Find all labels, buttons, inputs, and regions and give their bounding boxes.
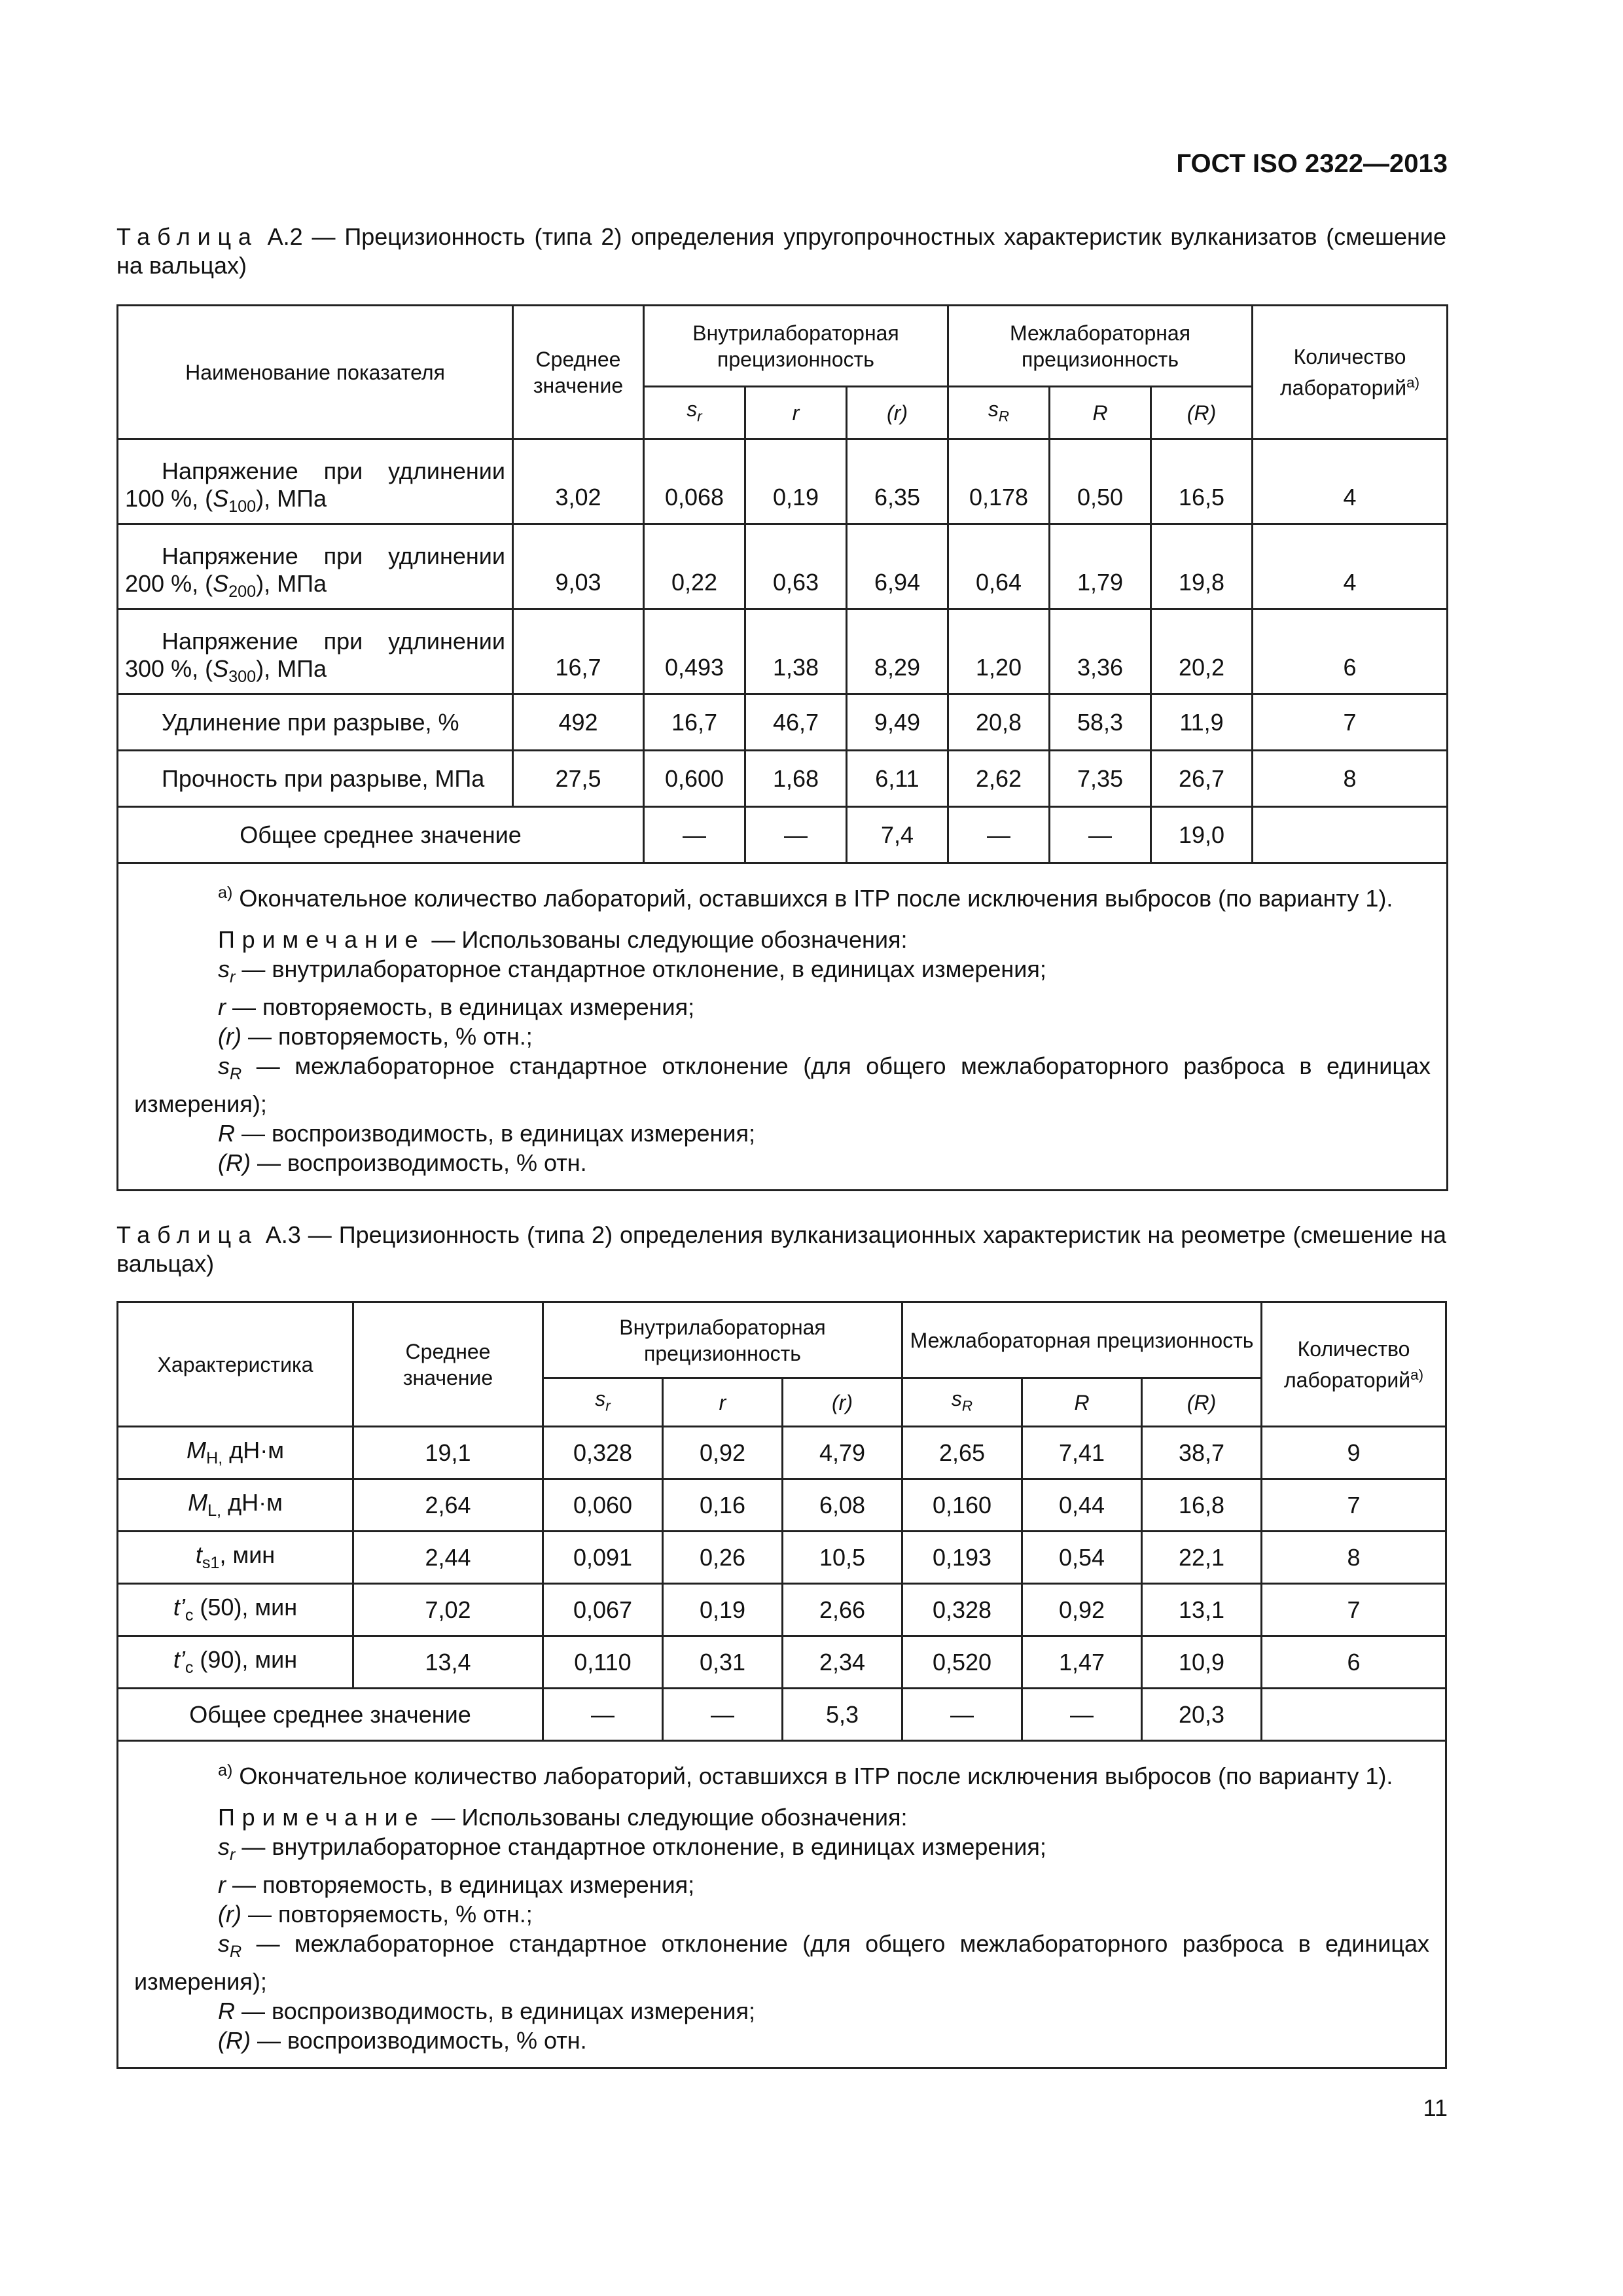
overall-label: Общее среднее значение [118, 807, 644, 863]
col-header-within: Внутрилабораторная прецизионность [644, 306, 948, 387]
row-name-line1: Напряжение при удлинении [162, 627, 505, 655]
labs-footnote-mark: a) [1410, 1366, 1424, 1383]
note-intro-text: — Использованы следующие обозначения: [431, 1804, 908, 1831]
table-cell: 7 [1262, 1584, 1446, 1636]
footnote [134, 878, 1431, 913]
col-sR [948, 387, 1050, 439]
col-R-rel: (R) [1142, 1378, 1262, 1427]
table-row [118, 751, 1448, 807]
table-notes [118, 1741, 1446, 2068]
characteristic-unit: дН·м [221, 1489, 283, 1516]
table-cell: 13,1 [1142, 1584, 1262, 1636]
footnote-text: Окончательное количество лабораторий, оставшихся в ITP после исключения выбросов (по варианту 1). [239, 885, 1393, 912]
table-a3 [116, 1301, 1447, 2069]
col-header-name: Наименование показателя [118, 306, 513, 439]
table-cell [1253, 807, 1448, 863]
footnote-mark: а) [218, 1761, 233, 1780]
footnote-mark: а) [218, 884, 233, 902]
note-symbol: s [218, 1930, 230, 1958]
characteristic-symbol: M [187, 1437, 207, 1464]
table-cell: 0,50 [1050, 439, 1151, 524]
note-text: — повторяемость, % отн.; [247, 1023, 533, 1050]
note-text: — повторяемость, % отн.; [247, 1901, 533, 1928]
table-cell: 13,4 [353, 1636, 543, 1689]
row-name [118, 524, 513, 609]
row-name [118, 1532, 353, 1584]
note-symbol-index: r [230, 1846, 236, 1865]
note-symbol: s [218, 1833, 230, 1860]
note-r-rel [134, 1022, 1431, 1051]
row-name-line1: Напряжение при удлинении [162, 542, 505, 569]
table-cell: 16,8 [1142, 1479, 1262, 1532]
note-intro [134, 1803, 1429, 1832]
col-header-labs [1262, 1302, 1446, 1427]
table-cell: 0,160 [902, 1479, 1022, 1532]
table-cell: 6,35 [847, 439, 948, 524]
table-cell: 492 [513, 694, 644, 751]
table-cell: 6 [1253, 609, 1448, 694]
table-cell: 2,62 [948, 751, 1050, 807]
sR-idx: R [998, 408, 1010, 425]
row-name [118, 1584, 353, 1636]
note-R [134, 1119, 1431, 1148]
note-symbol: s [218, 1052, 230, 1080]
table-cell: 0,92 [663, 1427, 783, 1479]
table-row [118, 1584, 1446, 1636]
note-text: — межлабораторное стандартное отклонение (для общего межлабораторного разброса в единицах измерения); [134, 1052, 1431, 1118]
table-cell: 7,41 [1022, 1427, 1142, 1479]
table-cell: 10,9 [1142, 1636, 1262, 1689]
table-cell: 9,03 [513, 524, 644, 609]
table-row [118, 1532, 1446, 1584]
table-cell: 1,68 [745, 751, 847, 807]
col-header-mean: Среднее значение [353, 1302, 543, 1427]
sr-sym: s [687, 397, 698, 421]
note-sR [134, 1051, 1431, 1119]
note-r-rel [134, 1899, 1429, 1929]
table-row [118, 609, 1448, 694]
sR-idx: R [961, 1397, 973, 1414]
note-symbol: r [218, 994, 226, 1021]
stress-symbol: S [213, 655, 229, 682]
table-cell: 38,7 [1142, 1427, 1262, 1479]
table-cell: 7,02 [353, 1584, 543, 1636]
table-cell: 0,091 [543, 1532, 663, 1584]
sr-idx: r [605, 1397, 611, 1414]
table-cell: 0,067 [543, 1584, 663, 1636]
table-cell: 0,44 [1022, 1479, 1142, 1532]
note-symbol: r [218, 1871, 226, 1899]
characteristic-index: c [185, 1606, 194, 1625]
col-header-between: Межлабораторная прецизионность [948, 306, 1253, 387]
characteristic-symbol: t’ [173, 1594, 185, 1621]
note-symbol: s [218, 956, 230, 982]
table-cell: 1,20 [948, 609, 1050, 694]
table-cell: 0,92 [1022, 1584, 1142, 1636]
note-symbol: (r) [218, 1023, 241, 1050]
table-row [118, 694, 1448, 751]
table-cell: 6,11 [847, 751, 948, 807]
table-cell: 0,193 [902, 1532, 1022, 1584]
table-cell: 4 [1253, 524, 1448, 609]
table-cell: 8,29 [847, 609, 948, 694]
table-cell: 0,068 [644, 439, 745, 524]
table-cell: 46,7 [745, 694, 847, 751]
table-cell: 27,5 [513, 751, 644, 807]
table-cell: 9,49 [847, 694, 948, 751]
row-name [118, 1479, 353, 1532]
table-cell: 16,7 [513, 609, 644, 694]
note-r [134, 992, 1431, 1022]
table-a2-caption [116, 223, 1446, 280]
col-header-within: Внутрилабораторная прецизионность [543, 1302, 902, 1378]
table-cell: 0,110 [543, 1636, 663, 1689]
col-r: r [663, 1378, 783, 1427]
col-sr [644, 387, 745, 439]
row-name [118, 609, 513, 694]
note-symbol: R [218, 1120, 235, 1147]
col-header-name: Характеристика [118, 1302, 353, 1427]
note-text: — воспроизводимость, в единицах измерения; [241, 1998, 756, 2025]
table-cell: 4 [1253, 439, 1448, 524]
note-symbol: (R) [218, 2027, 251, 2054]
note-symbol-index: r [230, 968, 236, 987]
table-cell: 19,0 [1151, 807, 1253, 863]
table-cell: — [745, 807, 847, 863]
characteristic-unit: (90), мин [193, 1646, 298, 1674]
characteristic-symbol: t [195, 1541, 202, 1569]
note-sr [134, 954, 1431, 992]
table-cell: 0,63 [745, 524, 847, 609]
table-cell: 0,060 [543, 1479, 663, 1532]
document-standard-number: ГОСТ ISO 2322—2013 [1176, 149, 1448, 178]
table-cell: 0,328 [543, 1427, 663, 1479]
table-cell: 11,9 [1151, 694, 1253, 751]
col-sR [902, 1378, 1022, 1427]
characteristic-unit: (50), мин [193, 1594, 298, 1621]
note-symbol-index: R [230, 1065, 242, 1084]
sr-sym: s [595, 1386, 606, 1410]
table-cell: 16,7 [644, 694, 745, 751]
col-R: R [1050, 387, 1151, 439]
table-cell: 1,79 [1050, 524, 1151, 609]
table-cell: 20,8 [948, 694, 1050, 751]
table-cell: 0,328 [902, 1584, 1022, 1636]
row-name [118, 1636, 353, 1689]
table-cell: 0,26 [663, 1532, 783, 1584]
table-cell: 4,79 [783, 1427, 902, 1479]
labs-footnote-mark: a) [1406, 374, 1420, 391]
table-cell: 8 [1253, 751, 1448, 807]
footnote [134, 1756, 1429, 1791]
stress-index: 300 [228, 668, 257, 686]
table-cell: 6,94 [847, 524, 948, 609]
table-cell: 9 [1262, 1427, 1446, 1479]
note-symbol: (r) [218, 1901, 241, 1928]
characteristic-symbol: M [188, 1489, 208, 1516]
table-cell: 26,7 [1151, 751, 1253, 807]
table-cell: — [1022, 1689, 1142, 1741]
table-notes [118, 863, 1448, 1191]
caption-label: Таблица [116, 223, 259, 250]
note-label: Примечание [218, 926, 425, 953]
note-text: — воспроизводимость, в единицах измерения; [241, 1120, 756, 1147]
sR-sym: s [951, 1386, 962, 1410]
table-cell: 0,16 [663, 1479, 783, 1532]
table-cell: 10,5 [783, 1532, 902, 1584]
stress-symbol: S [213, 569, 229, 597]
table-cell: 7,4 [847, 807, 948, 863]
caption-label: Таблица [116, 1221, 259, 1248]
note-sR [134, 1929, 1429, 1996]
caption-text: А.2 — Прецизионность (типа 2) определения упругопрочностных характеристик вулканизатов (смешение на вальцах) [116, 223, 1446, 279]
col-R: R [1022, 1378, 1142, 1427]
col-r-rel: (r) [847, 387, 948, 439]
note-R-rel [134, 2026, 1429, 2055]
table-cell: 1,47 [1022, 1636, 1142, 1689]
table-cell: 0,178 [948, 439, 1050, 524]
table-cell: 0,22 [644, 524, 745, 609]
row-name-line2: 100 %, $(S_{100})$, МПа [125, 484, 327, 516]
note-text: — повторяемость, в единицах измерения; [232, 994, 695, 1021]
overall-row [118, 1689, 1446, 1741]
col-header-labs [1253, 306, 1448, 439]
notes-row [118, 863, 1448, 1191]
table-cell: 58,3 [1050, 694, 1151, 751]
table-cell: 0,31 [663, 1636, 783, 1689]
characteristic-symbol: t’ [173, 1646, 185, 1674]
table-cell: 19,1 [353, 1427, 543, 1479]
note-intro-text: — Использованы следующие обозначения: [431, 926, 908, 953]
table-cell: 2,66 [783, 1584, 902, 1636]
col-r-rel: (r) [783, 1378, 902, 1427]
sR-sym: s [988, 397, 999, 421]
table-cell: 6,08 [783, 1479, 902, 1532]
table-cell: 5,3 [783, 1689, 902, 1741]
table-cell: 20,2 [1151, 609, 1253, 694]
table-cell: 19,8 [1151, 524, 1253, 609]
table-cell: 2,34 [783, 1636, 902, 1689]
col-header-mean: Среднее значение [513, 306, 644, 439]
row-name: Прочность при разрыве, МПа [118, 751, 513, 807]
table-cell: — [543, 1689, 663, 1741]
row-name-line2: 200 %, $(S_{200})$, МПа [125, 569, 327, 601]
table-cell: — [948, 807, 1050, 863]
overall-label: Общее среднее значение [118, 1689, 543, 1741]
characteristic-unit: дН·м [223, 1437, 284, 1464]
table-cell: 20,3 [1142, 1689, 1262, 1741]
table-row [118, 1427, 1446, 1479]
overall-row [118, 807, 1448, 863]
stress-index: 200 [228, 583, 257, 601]
table-cell: 0,54 [1022, 1532, 1142, 1584]
row-name [118, 1427, 353, 1479]
table-cell: 0,19 [663, 1584, 783, 1636]
characteristic-index: c [185, 1659, 194, 1677]
table-row [118, 1479, 1446, 1532]
note-text: — внутрилабораторное стандартное отклонение, в единицах измерения; [241, 956, 1046, 982]
note-label: Примечание [218, 1804, 425, 1831]
table-cell: 6 [1262, 1636, 1446, 1689]
labs-label: Количество лабораторий [1280, 344, 1407, 400]
table-cell [1262, 1689, 1446, 1741]
table-cell: 3,36 [1050, 609, 1151, 694]
characteristic-index: L, [207, 1501, 222, 1520]
col-R-rel: (R) [1151, 387, 1253, 439]
table-cell: 0,600 [644, 751, 745, 807]
stress-symbol: S [213, 484, 229, 512]
table-cell: 1,38 [745, 609, 847, 694]
table-cell: — [663, 1689, 783, 1741]
table-cell: 7 [1253, 694, 1448, 751]
table-cell: — [902, 1689, 1022, 1741]
sr-idx: r [697, 408, 702, 425]
table-cell: 16,5 [1151, 439, 1253, 524]
table-cell: 0,520 [902, 1636, 1022, 1689]
row-name-line1: Напряжение при удлинении [162, 457, 505, 484]
table-cell: 0,19 [745, 439, 847, 524]
table-cell: 2,65 [902, 1427, 1022, 1479]
note-R-rel [134, 1148, 1431, 1177]
note-text: — межлабораторное стандартное отклонение (для общего межлабораторного разброса в единицах измерения); [134, 1930, 1430, 1996]
table-cell: 22,1 [1142, 1532, 1262, 1584]
characteristic-index: s1 [202, 1554, 220, 1573]
caption-text: А.3 — Прецизионность (типа 2) определения вулканизационных характеристик на реометре (смешение на вальцах) [116, 1221, 1446, 1277]
table-cell: 3,02 [513, 439, 644, 524]
note-text: — повторяемость, в единицах измерения; [232, 1871, 695, 1899]
table-row [118, 1636, 1446, 1689]
table-cell: 7 [1262, 1479, 1446, 1532]
table-row [118, 524, 1448, 609]
note-intro [134, 925, 1431, 954]
col-sr [543, 1378, 663, 1427]
table-cell: 0,493 [644, 609, 745, 694]
note-text: — воспроизводимость, % отн. [257, 2027, 587, 2054]
characteristic-index: H, [206, 1449, 223, 1468]
note-R [134, 1996, 1429, 2026]
table-cell: 2,44 [353, 1532, 543, 1584]
note-symbol: R [218, 1998, 235, 2025]
table-cell: 7,35 [1050, 751, 1151, 807]
note-text: — внутрилабораторное стандартное отклонение, в единицах измерения; [241, 1833, 1046, 1860]
labs-label: Количество лабораторий [1284, 1336, 1411, 1392]
table-cell: — [644, 807, 745, 863]
note-r [134, 1870, 1429, 1899]
table-row [118, 439, 1448, 524]
table-a3-caption [116, 1221, 1446, 1278]
page-number: 11 [1423, 2094, 1448, 2121]
note-text: — воспроизводимость, % отн. [257, 1149, 587, 1177]
col-header-between: Межлабораторная прецизионность [902, 1302, 1262, 1378]
stress-index: 100 [228, 497, 257, 516]
table-cell: — [1050, 807, 1151, 863]
row-name-line2: 300 %, $(S_{300})$, МПа [125, 655, 327, 686]
row-name [118, 439, 513, 524]
table-cell: 2,64 [353, 1479, 543, 1532]
note-symbol: (R) [218, 1149, 251, 1177]
row-name: Удлинение при разрыве, % [118, 694, 513, 751]
table-cell: 8 [1262, 1532, 1446, 1584]
col-r: r [745, 387, 847, 439]
table-a2 [116, 304, 1448, 1191]
note-symbol-index: R [230, 1943, 242, 1962]
note-sr [134, 1832, 1429, 1870]
footnote-text: Окончательное количество лабораторий, оставшихся в ITP после исключения выбросов (по варианту 1). [239, 1763, 1393, 1789]
notes-row [118, 1741, 1446, 2068]
characteristic-unit: , мин [219, 1541, 276, 1569]
table-cell: 0,64 [948, 524, 1050, 609]
